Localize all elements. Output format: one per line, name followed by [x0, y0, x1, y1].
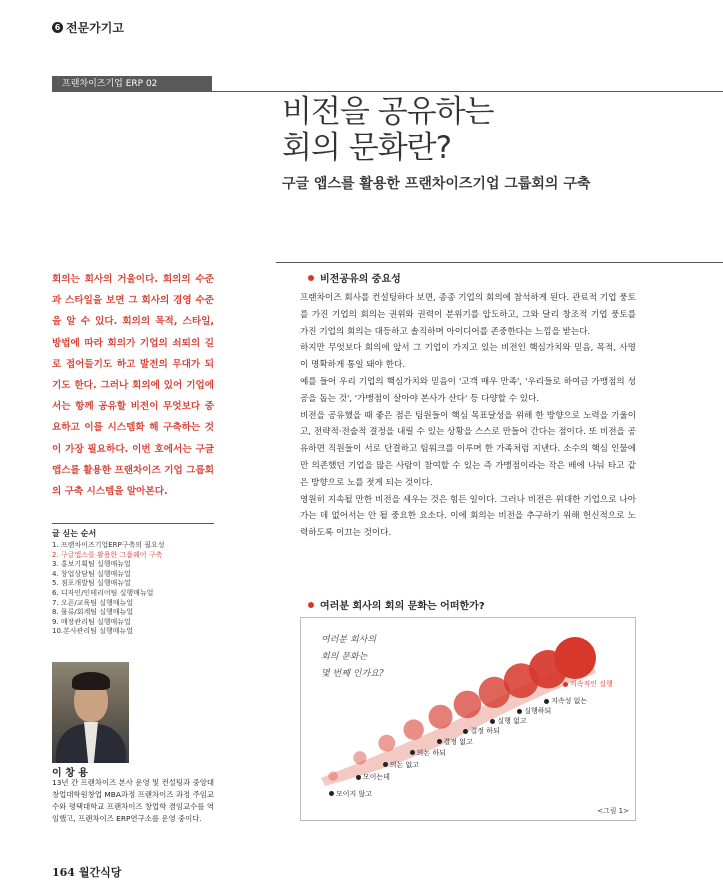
stage-bullet-icon: [544, 699, 549, 704]
title-line-1: 비전을 공유하는: [282, 94, 494, 130]
stage-bullet-icon: [410, 750, 415, 755]
series-divider: [212, 91, 723, 92]
section2-heading-text: 여러분 회사의 회의 문화는 어떠한가?: [320, 601, 485, 612]
section-title: 전문가기고: [66, 21, 124, 35]
body-paragraph: 비전을 공유했을 때 좋은 점은 팀원들이 핵심 목표달성을 위해 한 방향으로 노력을 기울이고, 전략적·전술적 결정을 내릴 수 있는 상황을 스스로 만들어 간다는 점이다. 또 비전을 공유하면 직원들이 서로 단결하고 팀워크를 이루며 한 가족처럼 지낸다. 소수의 핵심 인물에만 의존했던 기업을 많은 사람이 참여할 수 있는 즉 가맹점이라는 작은 배에 나눠 타고 같은 방향으로 노를 젓게 되는 것이다.: [300, 410, 636, 488]
stage-label: [544, 696, 587, 706]
body-paragraph: 예를 들어 우리 기업의 핵심가치와 믿음이 '고객 매우 만족', '우리들로 하여금 가맹점의 성공을 돕는 것', '가맹점이 살아야 본사가 산다' 등 다양할 수 있다.: [300, 376, 636, 404]
page-subtitle: 구글 앱스를 활용한 프랜차이즈기업 그룹회의 구축: [282, 176, 591, 192]
stage-circle: [378, 735, 395, 752]
page-footer: [52, 864, 121, 880]
stage-label-text: 결정 하되: [470, 727, 500, 736]
body-paragraph: 하지만 무엇보다 회의에 앞서 그 기업이 가지고 있는 비전인 핵심가치와 믿음, 목적, 사명이 명확하게 통일 돼야 한다.: [300, 343, 636, 371]
handwriting-line: 여러분 회사의: [321, 635, 377, 645]
section-number-badge: 6: [52, 22, 63, 33]
toc-item: 10.본사관리팀 실행매뉴얼: [52, 627, 133, 636]
page-title: [282, 94, 493, 166]
figure-handwriting: [321, 632, 384, 683]
stage-label-text: 의논 하되: [416, 748, 446, 757]
page-number: 164: [52, 866, 75, 879]
stage-bullet-icon: [437, 739, 442, 744]
stage-label-text: 결정 없고: [443, 737, 473, 746]
stage-label-text: 지속적인 실행: [570, 680, 613, 688]
stage-circle: [454, 691, 482, 719]
handwriting-line: 몇 번째 인가요?: [321, 669, 384, 679]
series-toc: [52, 523, 214, 637]
stage-label-text: 실행 없고: [497, 717, 527, 725]
stage-bullet-icon: [329, 791, 334, 796]
stage-bullet-icon: [517, 709, 522, 714]
toc-item: 8. 물류/회계팀 실행매뉴얼: [52, 608, 134, 617]
section2-heading: [308, 597, 485, 612]
stage-bullet-icon: [563, 682, 568, 687]
title-line-2: 회의 문화란?: [282, 130, 452, 166]
author-photo-hair: [72, 672, 110, 690]
stage-label-text: 모이지 않고: [336, 789, 373, 798]
toc-item: 6. 디자인/인테리어팀 실행매뉴얼: [52, 588, 154, 597]
toc-item: 4. 창업상담팀 실행매뉴얼: [52, 569, 131, 578]
magazine-name: 월간식당: [78, 866, 122, 879]
toc-item: 9. 매장관리팀 실행매뉴얼: [52, 617, 131, 626]
body-paragraph: 영원히 지속될 만한 비전을 세우는 것은 힘든 일이다. 그러나 비전은 위대한 기업으로 나아가는 데 없어서는 안 될 중요한 요소다. 이에 회의는 비전을 추구하기 위해 헌신적으로 노력하도록 이끄는 것이다.: [300, 494, 636, 539]
bullet-icon: [308, 602, 314, 608]
stage-circle: [328, 771, 338, 781]
meeting-culture-figure: [300, 617, 636, 821]
toc-item-current: 2. 구글앱스를 활용한 그룹웨어 구축: [52, 550, 163, 559]
stage-label: [329, 789, 372, 799]
stage-label: [463, 726, 499, 736]
stage-label: [517, 706, 551, 716]
stage-circle: [403, 719, 423, 739]
stage-circle: [353, 751, 366, 764]
toc-item: 7. 오픈/교육팀 실행매뉴얼: [52, 598, 134, 607]
stage-circle: [554, 637, 596, 679]
stage-label: [383, 760, 419, 770]
stage-label-text: 실행하되: [524, 707, 552, 716]
handwriting-line: 회의 문화는: [321, 652, 368, 662]
stage-label: [410, 748, 446, 758]
stage-label: [356, 772, 390, 782]
stage-label-text: 의논 없고: [389, 760, 420, 769]
section-label: [52, 19, 124, 36]
section1-heading-text: 비전공유의 중요성: [320, 274, 401, 285]
stage-label: [563, 679, 613, 689]
author-bio: 13년 간 프랜차이즈 본사 운영 및 컨설팅과 중앙대창업대학원창업 MBA과정 프랜차이즈 과정 주임교수와 평택대학교 프랜차이즈 창업학 겸임교수를 역임했고, 프랜차이즈 ERP연구소를 운영 중이다.: [52, 778, 214, 823]
section1-heading: [308, 270, 401, 285]
series-bar: 프랜차이즈기업 ERP 02: [52, 76, 212, 92]
stage-bullet-icon: [463, 729, 468, 734]
stage-bullet-icon: [490, 719, 495, 724]
section1-body: [300, 290, 636, 542]
lead-paragraph: 회의는 회사의 거울이다. 회의의 수준과 스타일을 보면 그 회사의 경영 수준을 알 수 있다. 회의의 목적, 스타일, 방법에 따라 회의가 기업의 쇠퇴의 길로 접어들기도 하고 발전의 무대가 되기도 한다. 그러나 회의에 있어 기업에서는 항께 공유할 비전이 무엇보다 중요하고 이를 시스템화 해 구축하는 것이 가장 필요하다. 이번 호에서는 구글 앱스를 활용한 프랜차이즈 기업 그룹회의 구축 시스템을 알아본다.: [52, 274, 214, 498]
toc-item: 3. 홍보기획팀 실행매뉴얼: [52, 560, 131, 569]
stage-label: [437, 737, 473, 747]
author-name: 이 창 용: [52, 768, 88, 779]
stage-bullet-icon: [383, 762, 388, 767]
stage-bullet-icon: [356, 775, 361, 780]
bullet-icon: [308, 275, 314, 281]
toc-item: 5. 점포개발팀 실행매뉴얼: [52, 579, 131, 588]
stage-label-text: 지속성 없는: [551, 697, 588, 706]
stage-circle: [429, 705, 453, 729]
stage-label-text: 모이는데: [362, 773, 390, 782]
toc-item: 1. 프랜차이즈기업ERP구축의 필요성: [52, 541, 165, 549]
author-photo: [52, 662, 129, 763]
figure-caption: <그림 1>: [597, 807, 629, 815]
column-divider: [276, 262, 723, 263]
stage-label: [490, 716, 526, 726]
toc-title: 글 싣는 순서: [52, 529, 97, 538]
body-paragraph: 프랜차이즈 회사를 컨설팅하다 보면, 종종 기업의 회의에 참석하게 된다. 관료적 기업 풍토를 가진 기업의 회의는 권위와 권력이 분위기를 압도하고, 그와 달리 창조적 기업 풍토를 가진 기업의 회의는 대등하고 솔직하며 아이디어를 존중한다는 느낌을 받는다.: [300, 293, 636, 337]
